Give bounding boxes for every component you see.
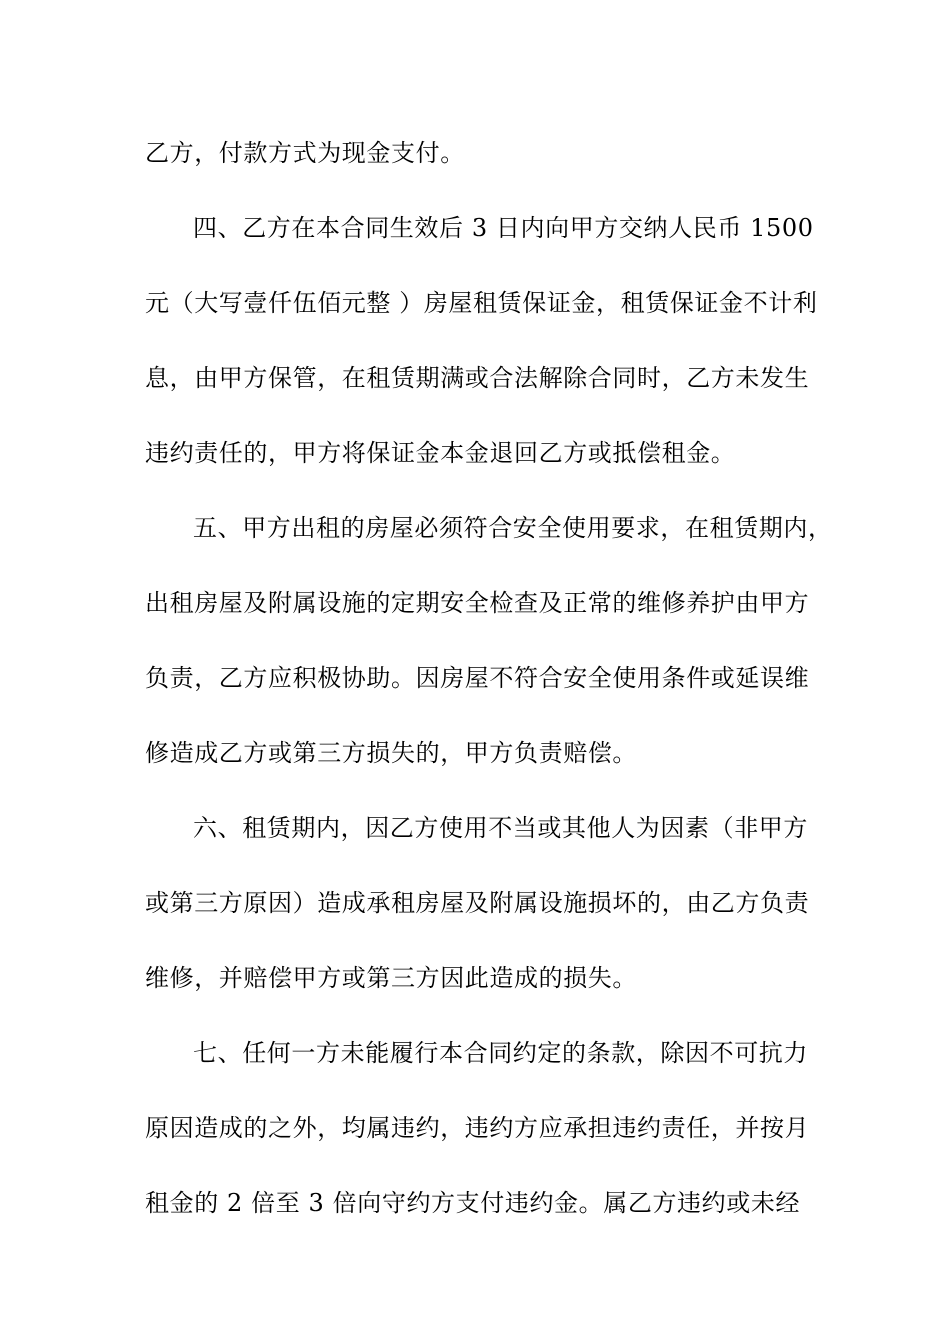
clause-6-line-1: 六、租赁期内，因乙方使用不当或其他人为因素（非甲方 (193, 814, 808, 842)
clause-5-line-2: 出租房屋及附属设施的定期安全检查及正常的维修养护由甲方 (145, 589, 810, 617)
clause-5-line-1: 五、甲方出租的房屋必须符合安全使用要求，在租赁期内， (193, 514, 833, 542)
clause-4-line-1: 四、乙方在本合同生效后 3 日内向甲方交纳人民币 1500 (193, 214, 814, 242)
clause-4-line-2: 元（大写壹仟伍佰元整 ）房屋租赁保证金，租赁保证金不计利 (145, 289, 818, 317)
clause-6-line-3: 维修，并赔偿甲方或第三方因此造成的损失。 (145, 964, 637, 992)
clause-7-line-2: 原因造成的之外，均属违约，违约方应承担违约责任，并按月 (145, 1114, 810, 1142)
text-line-1: 乙方，付款方式为现金支付。 (145, 139, 465, 167)
clause-4-line-4: 违约责任的，甲方将保证金本金退回乙方或抵偿租金。 (145, 439, 736, 467)
contract-text (145, 127, 835, 1252)
clause-7-line-1: 七、任何一方未能履行本合同约定的条款，除因不可抗力 (193, 1039, 808, 1067)
clause-5-line-4: 修造成乙方或第三方损失的，甲方负责赔偿。 (145, 739, 637, 767)
clause-5-line-3: 负责，乙方应积极协助。因房屋不符合安全使用条件或延误维 (145, 664, 810, 692)
clause-4-line-3: 息，由甲方保管，在租赁期满或合法解除合同时，乙方未发生 (145, 364, 810, 392)
clause-6-line-2: 或第三方原因）造成承租房屋及附属设施损坏的，由乙方负责 (145, 889, 810, 917)
clause-7-line-3: 租金的 2 倍至 3 倍向守约方支付违约金。属乙方违约或未经 (145, 1189, 801, 1217)
